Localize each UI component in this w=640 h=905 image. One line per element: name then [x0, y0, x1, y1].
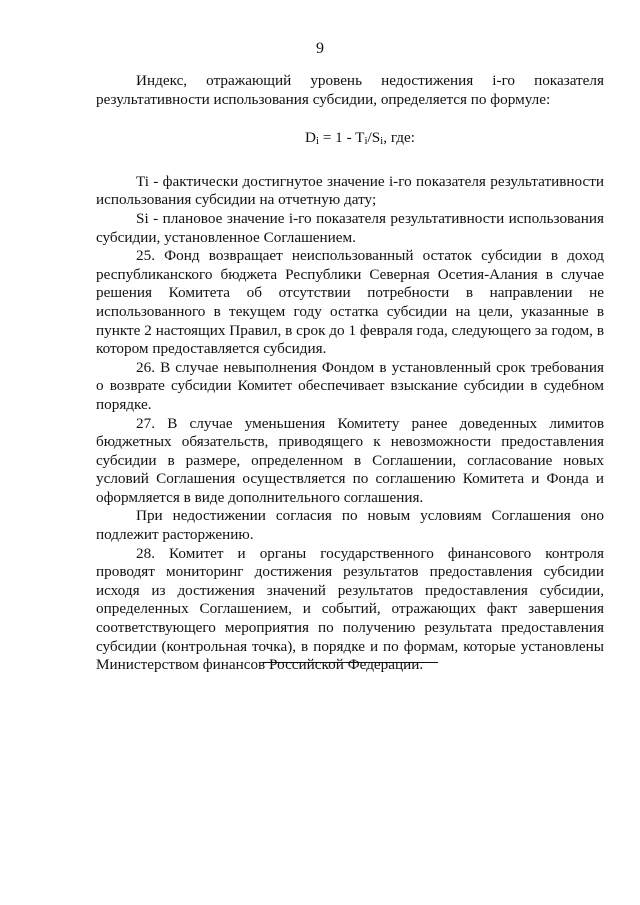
page-number: 9: [316, 40, 324, 57]
definition-ti: Ti - фактически достигнутое значение i-го показателя результативности использования субсидии на отчетную дату;: [96, 172, 604, 209]
definition-si: Si - плановое значение i-го показателя результативности использования субсидии, установленное Соглашением.: [96, 209, 604, 246]
paragraph-28: 28. Комитет и органы государственного финансового контроля проводят мониторинг достижения результатов предоставления субсидии исходя из достижения значений результатов предоставления субсидии, определенных Соглашением, и событий, отражающих факт завершения соответствующего мероприятия по получению результата предоставления субсидии (контрольная точка), в порядке и по формам, которые установлены Министерством финансов Российской Федерации.: [96, 544, 604, 674]
formula-middle: = 1 - T: [319, 129, 365, 147]
formula-lhs-sub: i: [315, 135, 320, 148]
closing-rule: [262, 662, 438, 663]
formula-slash: /S: [367, 129, 381, 147]
formula-tail: , где:: [383, 129, 415, 147]
intro-paragraph: Индекс, отражающий уровень недостижения i-го показателя результативности использования субсидии, определяется по формуле:: [96, 72, 604, 108]
formula-t-sub: i: [364, 135, 368, 148]
paragraph-26: 26. В случае невыполнения Фондом в установленный срок требования о возврате субсидии Комитет обеспечивает взыскание субсидии в судебном порядке.: [96, 358, 604, 413]
formula-lhs: D: [304, 129, 316, 147]
paragraph-25: 25. Фонд возвращает неиспользованный остаток субсидии в доход республиканского бюджета Республики Северная Осетия-Алания в случае решения Комитета об отсутствии потребности в направлении не использованного в текущем году остатка субсидии на цели, указанные в пункте 2 настоящих Правил, в срок до 1 февраля года, следующего за годом, в котором предоставляется субсидия.: [96, 247, 604, 358]
formula: [96, 129, 604, 151]
paragraph-27-continuation: При недостижении согласия по новым условиям Соглашения оно подлежит расторжению.: [96, 507, 604, 544]
paragraph-27: 27. В случае уменьшения Комитету ранее доведенных лимитов бюджетных обязательств, приводящего к невозможности предоставления субсидии в размере, определенном в Соглашении, согласование новых условий Соглашения осуществляется по соглашению Комитета и Фонда и оформляется в виде дополнительного соглашения.: [96, 414, 604, 506]
document-body: [96, 72, 604, 675]
formula-s-sub: i: [380, 135, 384, 148]
